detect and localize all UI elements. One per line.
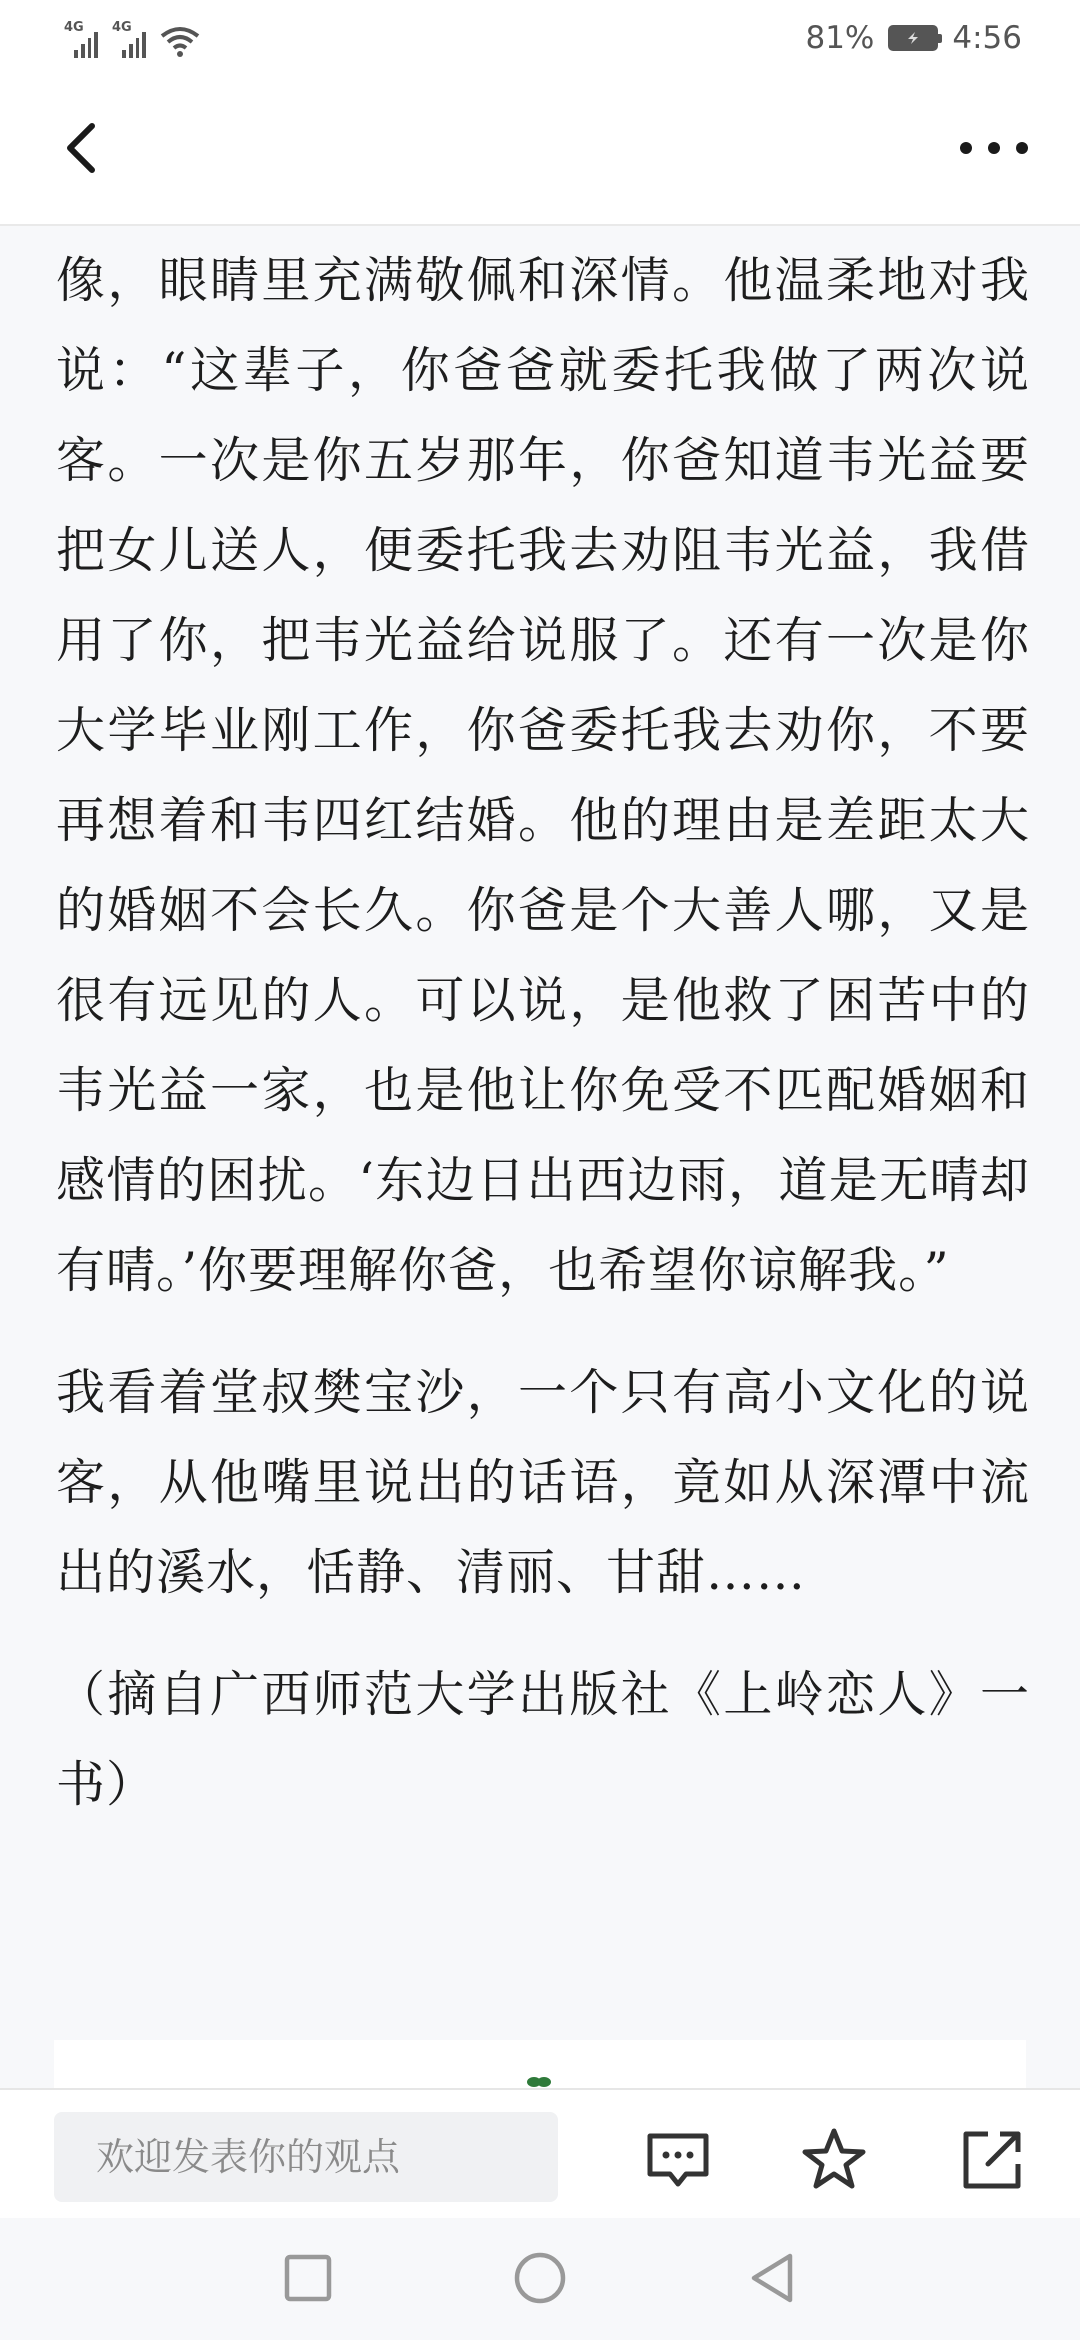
network-type-1: 4G	[64, 20, 84, 35]
share-icon[interactable]	[958, 2126, 1026, 2194]
status-right	[805, 14, 1022, 62]
article-paragraph: 我看着堂叔樊宝沙，一个只有高小文化的说客，从他嘴里说出的话语，竟如从深潭中流出的溪水，恬静、清丽、甘甜……	[56, 1364, 1030, 1601]
status-left	[64, 18, 200, 58]
triangle-back-icon[interactable]	[742, 2248, 802, 2308]
top-nav-bar	[0, 76, 1080, 226]
comment-icon[interactable]	[644, 2126, 712, 2194]
chevron-left-icon[interactable]	[52, 116, 116, 180]
wifi-icon	[160, 24, 200, 58]
status-bar	[0, 0, 1080, 76]
battery-icon	[888, 25, 938, 51]
square-recent-icon[interactable]	[278, 2248, 338, 2308]
network-type-2: 4G	[112, 20, 132, 35]
circle-home-icon[interactable]	[510, 2248, 570, 2308]
article-paragraph: 像，眼睛里充满敬佩和深情。他温柔地对我说：“这辈子，你爸爸就委托我做了两次说客。一次是你五岁那年，你爸知道韦光益要把女儿送人，便委托我去劝阻韦光益，我借用了你，把韦光益给说服了。还有一次是你大学毕业刚工作，你爸委托我去劝你，不要再想着和韦四红结婚。他的理由是差距太大的婚姻不会长久。你爸是个大善人哪，又是很有远见的人。可以说，是他救了困苦中的韦光益一家，也是他让你免受不匹配婚姻和感情的困扰。‘东边日出西边雨，道是无晴却有晴。’你要理解你爸，也希望你谅解我。”	[56, 252, 1030, 1299]
signal-icon	[64, 20, 98, 58]
battery-percent: 81%	[805, 20, 875, 56]
bottom-action-bar	[0, 2088, 1080, 2220]
article-source-note: （摘自广西师范大学出版社《上岭恋人》一书）	[56, 1666, 1030, 1813]
star-icon[interactable]	[800, 2126, 868, 2194]
article-body	[56, 236, 1030, 1862]
more-horizontal-icon[interactable]	[956, 128, 1032, 168]
signal-icon	[112, 20, 146, 58]
system-nav-bar	[0, 2218, 1080, 2340]
comment-input[interactable]: 欢迎发表你的观点	[54, 2112, 558, 2202]
clock-time: 4:56	[952, 20, 1022, 56]
